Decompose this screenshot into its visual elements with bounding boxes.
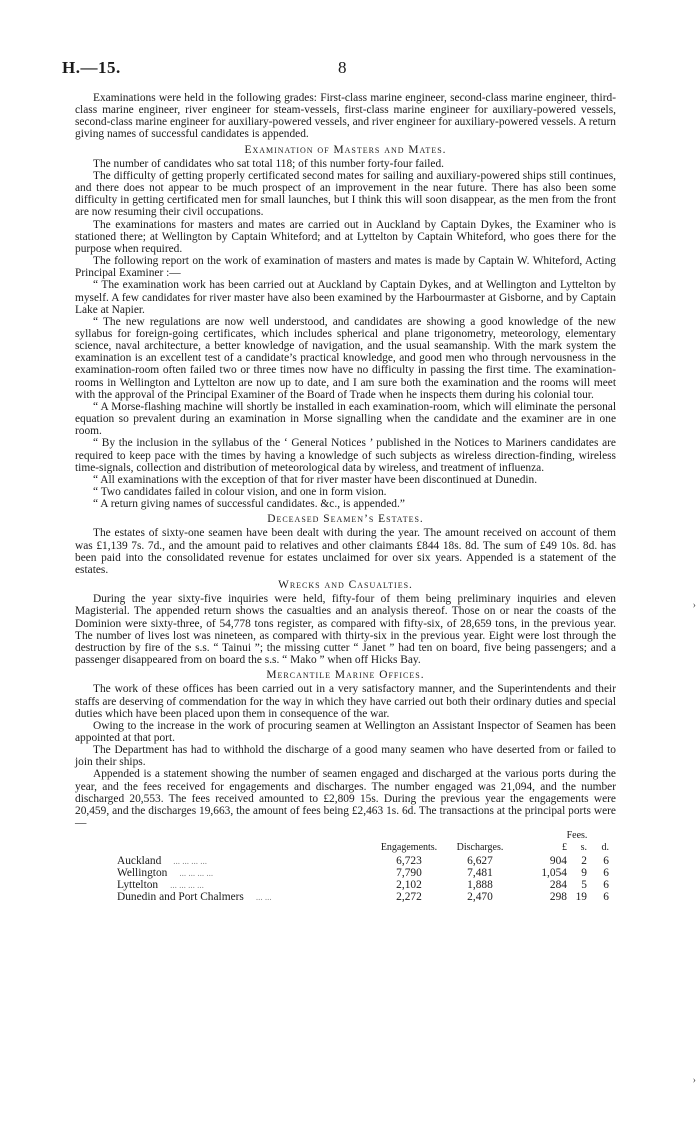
fees-pence-cell: 6: [603, 854, 609, 867]
fees-pounds-cell: 1,054: [541, 866, 567, 879]
table-row: [75, 891, 609, 903]
discharges-cell: 2,470: [467, 891, 493, 904]
paragraph: The work of these offices has been carried out in a very satisfactory manner, and the Superintendents and their staffs are deserving of commendation for the way in which they have carried out both their ordinary duties and special duties which have been placed upon them in consequence of the war.: [75, 683, 616, 720]
fees-pounds-cell: 904: [549, 854, 567, 867]
engagements-cell: 2,272: [396, 891, 422, 904]
table-row: [75, 867, 609, 879]
section-heading-deceased: Deceased Seamen’s Estates.: [267, 513, 424, 526]
fees-shillings-cell: 5: [581, 879, 587, 892]
paragraph: During the year sixty-five inquiries were held, fifty-four of them being preliminary inquiries and eleven Magisterial. The appended return shows the casualties and an analysis thereof. Those on or near the coasts of the Dominion were sixty-three, of 54,778 tons register, as compared with fifty-six, of 28,659 tons, in the previous year. The number of lives lost was nineteen, as compared with thirty-six in the previous year. Eight were lost through the destruction by fire of the s.s. “ Tainui ”; the missing cutter “ Janet ” had ten on board, five being passengers; and a passenger disappeared from on board the s.s. “ Mako ” when off Hicks Bay.: [75, 593, 616, 667]
intro-paragraph: Examinations were held in the following grades: First-class marine engineer, second-class marine engineer, third-class marine engineer, river engineer for steam-vessels, first-class marine engineer for auxiliary-powered vessels, second-class marine engineer for auxiliary-powered vessels, and river engineer for auxiliary-powered vessels. A return giving names of successful candidates is appended.: [75, 92, 616, 141]
paragraph: “ The examination work has been carried out at Auckland by Captain Dykes, and at Wellington and Lyttelton by myself. A few candidates for river master have also been examined by the Harbourmaster at Gisborne, and by Captain Lake at Napier.: [75, 279, 616, 316]
fees-pence-cell: 6: [603, 866, 609, 879]
discharges-cell: 7,481: [467, 866, 493, 879]
table-header-row: [75, 830, 609, 842]
port-name: Lyttelton: [117, 879, 159, 892]
paragraph: “ A Morse-flashing machine will shortly be installed in each examination-room, which will eliminate the personal equation so prevalent during an examination in Morse signalling when the candidate and the examiner are in one room.: [75, 400, 616, 438]
port-name: Wellington: [117, 866, 168, 879]
fees-pence-cell: 6: [603, 891, 609, 904]
discharges-cell: 6,627: [467, 854, 493, 867]
port-name: Dunedin and Port Chalmers: [117, 891, 244, 904]
edge-tick-mark: ›: [692, 600, 696, 611]
table-row: [75, 855, 609, 867]
section-heading-mercantile: Mercantile Marine Offices.: [266, 669, 425, 682]
fees-shillings-cell: 19: [575, 891, 587, 904]
header-shillings: s.: [580, 842, 587, 854]
paragraph: “ By the inclusion in the syllabus of the ‘ General Notices ’ published in the Notices to Mariners candidates are required to keep pace with the times by having a knowledge of such subjects as wireless direction-finding, wireless time-signals, collection and distribution of meteorological data by wireless, and treatment of influenza.: [75, 437, 616, 474]
paragraph: “ The new regulations are now well understood, and candidates are showing a good knowledge of the new syllabus for foreign-going certificates, which includes spherical and plane trigonometry, meteorology, elementary science, naval architecture, a better knowledge of navigation, and the usual seamanship. With the mark system the examination is an excellent test of a candidate’s practical knowledge, and good men who through nervousness in the examination-room often failed two or three times now have no difficulty in passing the first time. The examination-rooms in Wellington and Lyttelton are now up to date, and I am sure both the examination and the rooms will meet with the approval of the Principal Examiner of the Board of Trade when he inspects them during his colonial tour.: [75, 315, 616, 401]
paragraph: The difficulty of getting properly certificated second mates for sailing and auxiliary-powered ships still continues, and there does not appear to be much prospect of an improvement in the near future. There has also been some difficulty in getting certificated men for small launches, but I think this will soon disappear, as the men from the front are now resuming their civil occupations.: [75, 169, 616, 219]
paragraph: The Department has had to withhold the discharge of a good many seamen who have deserted from or failed to join their ships.: [75, 744, 616, 769]
page-number: 8: [338, 58, 347, 77]
paragraph: Owing to the increase in the work of procuring seamen at Wellington an Assistant Inspector of Seamen has been appointed at that port.: [75, 719, 616, 744]
fees-shillings-cell: 2: [581, 854, 587, 867]
paragraph: The number of candidates who sat total 118; of this number forty-four failed.: [93, 157, 445, 170]
fees-pounds-cell: 284: [549, 879, 567, 892]
document-code: H.—15.: [62, 58, 121, 77]
header-discharges: Discharges.: [456, 842, 504, 854]
dot-leader: ... ... ... ...: [179, 867, 214, 878]
header-fees: Fees.: [566, 830, 588, 842]
fees-pounds-cell: 298: [549, 891, 567, 904]
paragraph: The estates of sixty-one seamen have been dealt with during the year. The amount received on account of them was £1,139 7s. 7d., and the amount paid to relatives and other claimants £844 18s. 8d. The sum of £49 10s. 8d. has been paid into the consolidated revenue for estates unclaimed for over six years. Appended is a statement of the estates.: [75, 527, 616, 576]
engagements-cell: 6,723: [396, 854, 422, 867]
table-subheader-row: [75, 842, 609, 854]
paragraph: The following report on the work of examination of masters and mates is made by Captain W. Whiteford, Acting Principal Examiner :—: [75, 255, 616, 280]
engagements-cell: 2,102: [396, 879, 422, 892]
fees-shillings-cell: 9: [581, 866, 587, 879]
dot-leader: ... ... ... ...: [170, 880, 204, 891]
document-body: [75, 92, 616, 903]
paragraph: The examinations for masters and mates are carried out in Auckland by Captain Dykes, the Examiner who is stationed there; at Wellington by Captain Whiteford; and at Lyttelton by Captain Whiteford, who goes there for the purpose when required.: [75, 218, 616, 255]
dot-leader: ... ... ... ...: [173, 855, 208, 866]
ports-table: [75, 830, 609, 903]
section-heading-masters: Examination of Masters and Mates.: [244, 143, 447, 156]
header-pence: d.: [601, 842, 609, 854]
paragraph: “ Two candidates failed in colour vision, and one in form vision.: [93, 486, 387, 498]
edge-tick-mark: ›: [692, 1075, 696, 1086]
dot-leader: ... ...: [255, 892, 272, 903]
header-pounds: £: [562, 842, 567, 854]
engagements-cell: 7,790: [396, 866, 422, 879]
port-name: Auckland: [117, 854, 162, 867]
paragraph: “ A return giving names of successful candidates. &c., is appended.”: [93, 498, 405, 511]
table-row: [75, 879, 609, 891]
discharges-cell: 1,888: [467, 879, 493, 892]
header-engagements: Engagements.: [380, 842, 438, 854]
paragraph: Appended is a statement showing the number of seamen engaged and discharged at the various ports during the year, and the fees received for engagements and discharges. The number engaged was 21,094, and the number discharged 20,553. The fees received amounted to £2,809 15s. During the previous year the engagements were 20,459, and the discharges 19,663, the amount of fees being £2,463 1s. 6d. The transactions at the principal ports were—: [75, 768, 616, 830]
section-heading-wrecks: Wrecks and Casualties.: [278, 579, 413, 592]
paragraph: “ All examinations with the exception of that for river master have been discontinued at Dunedin.: [93, 473, 538, 486]
fees-pence-cell: 6: [603, 879, 609, 892]
page-header: [62, 58, 642, 80]
